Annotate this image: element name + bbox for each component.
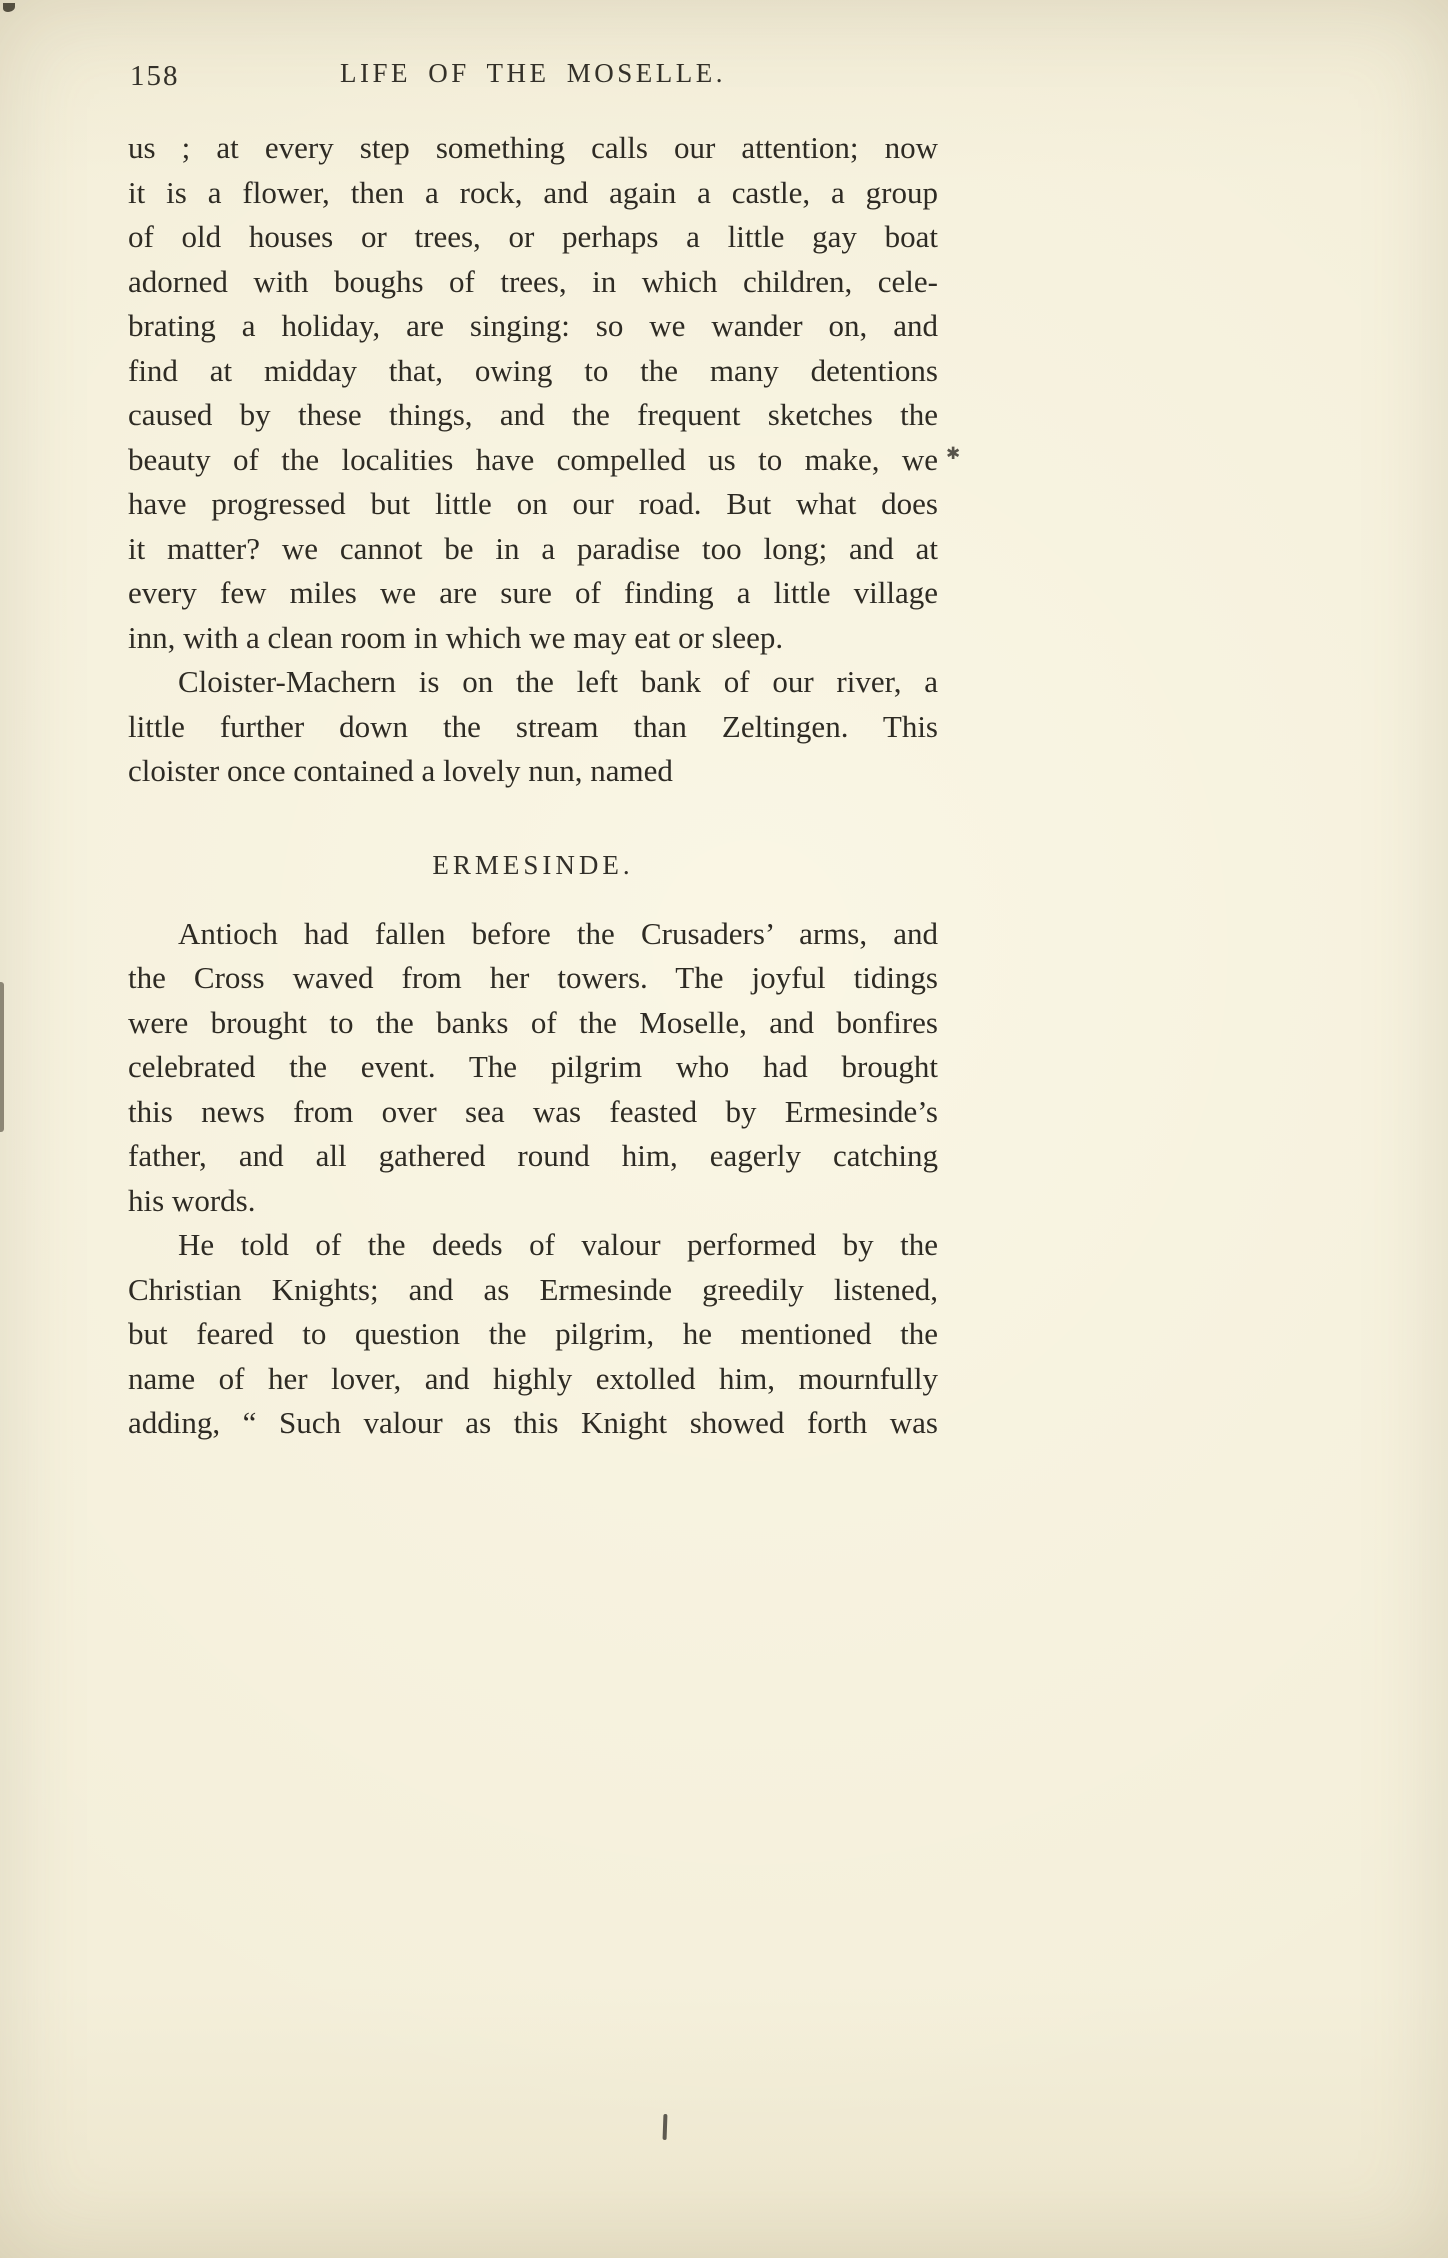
text-line: were brought to the banks of the Moselle, and bonfires — [128, 1004, 938, 1040]
text-line: adorned with boughs of trees, in which children, cele- — [128, 263, 938, 299]
text-line: it is a flower, then a rock, and again a castle, a group — [128, 174, 938, 210]
margin-ink-mark: ✱ — [946, 444, 961, 463]
text-line: Antioch had fallen before the Crusaders’ arms, and — [178, 915, 938, 951]
text-line: his words. — [128, 1182, 256, 1218]
text-line: He told of the deeds of valour performed by the — [178, 1227, 938, 1262]
scan-corner-artifact — [3, 3, 15, 12]
running-header: LIFE OF THE MOSELLE. — [340, 58, 726, 88]
text-line: brating a holiday, are singing: so we wander on, and — [128, 308, 938, 343]
text-line: this news from over sea was feasted by Ermesinde’s — [128, 1093, 938, 1129]
text-line: little further down the stream than Zeltingen. This — [128, 708, 938, 744]
scan-edge-artifact — [0, 982, 4, 1132]
paragraph — [128, 1223, 938, 1446]
text-line: have progressed but little on our road. But what does — [128, 486, 938, 521]
text-line: adding, “ Such valour as this Knight showed forth was — [128, 1405, 938, 1440]
text-line: Christian Knights; and as Ermesinde greedily listened, — [128, 1271, 938, 1307]
text-line: us ; at every step something calls our attention; now — [128, 130, 938, 165]
section-heading: ERMESINDE. — [432, 849, 634, 880]
text-line: but feared to question the pilgrim, he mentioned the — [128, 1316, 938, 1351]
text-line: cloister once contained a lovely nun, named — [128, 753, 673, 788]
text-line: inn, with a clean room in which we may eat or sleep. — [128, 619, 784, 655]
paragraph — [128, 912, 938, 1224]
text-line: of old houses or trees, or perhaps a little gay boat — [128, 219, 938, 254]
text-line: name of her lover, and highly extolled him, mournfully — [128, 1360, 938, 1396]
text-line: beauty of the localities have compelled us to make, we — [128, 441, 938, 477]
text-line: it matter? we cannot be in a paradise too long; and at — [128, 530, 938, 566]
body-text — [128, 126, 938, 1446]
text-line: find at midday that, owing to the many detentions — [128, 352, 938, 388]
paragraph — [128, 126, 938, 660]
paragraph — [128, 660, 938, 794]
text-line: celebrated the event. The pilgrim who had brought — [128, 1049, 938, 1084]
text-line: Cloister-Machern is on the left bank of our river, a — [178, 664, 938, 699]
text-line: the Cross waved from her towers. The joyful tidings — [128, 960, 938, 995]
text-line: caused by these things, and the frequent sketches the — [128, 397, 938, 432]
page-number: 158 — [130, 60, 180, 92]
bottom-ink-mark — [663, 2114, 668, 2140]
text-line: father, and all gathered round him, eagerly catching — [128, 1138, 938, 1173]
text-line: every few miles we are sure of finding a little village — [128, 575, 938, 610]
